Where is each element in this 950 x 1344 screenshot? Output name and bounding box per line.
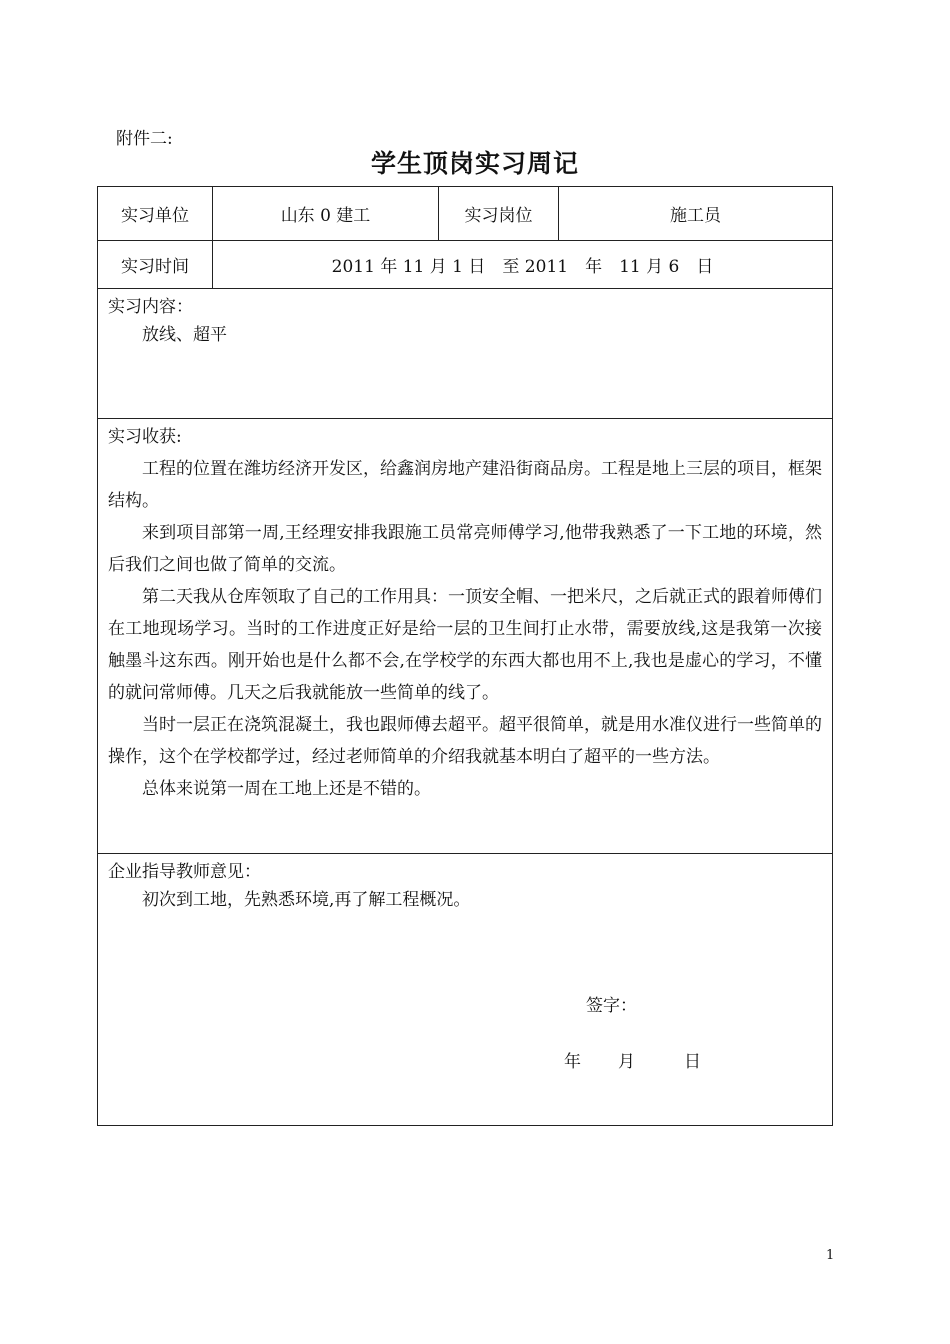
gain-label: 实习收获: <box>108 427 182 447</box>
gain-paragraph: 总体来说第一周在工地上还是不错的。 <box>142 779 431 799</box>
signature-label: 签字： <box>586 996 637 1016</box>
table-row <box>98 854 833 1126</box>
mentor-area <box>108 859 822 1099</box>
content-label: 实习内容： <box>108 297 193 317</box>
weekly-journal-table <box>97 186 833 1126</box>
content-cell <box>98 289 833 419</box>
post-value: 施工员 <box>559 187 833 241</box>
gain-paragraph: 工程的位置在潍坊经济开发区，给鑫润房地产建沿街商品房。工程是地上三层的项目，框架结构。 <box>108 459 822 511</box>
gain-cell <box>98 419 833 854</box>
gain-paragraph: 当时一层正在浇筑混凝土，我也跟师傅去超平。超平很简单，就是用水准仪进行一些简单的操作，这个在学校都学过，经过老师简单的介绍我就基本明白了超平的一些方法。 <box>108 715 822 767</box>
mentor-cell <box>98 854 833 1126</box>
mentor-label: 企业指导教师意见： <box>108 862 261 882</box>
page-number: 1 <box>826 1248 835 1263</box>
page-title: 学生顶岗实习周记 <box>370 149 579 178</box>
time-value: 2011 年 11 月 1 日 至 2011 年 11 月 6 日 <box>213 241 833 289</box>
date-year-label: 年 <box>564 1052 581 1072</box>
table-row <box>98 241 833 289</box>
date-day-label: 日 <box>684 1052 701 1072</box>
time-label: 实习时间 <box>98 241 213 289</box>
gain-paragraph: 第二天我从仓库领取了自己的工作用具：一顶安全帽、一把米尺，之后就正式的跟着师傅们在工地现场学习。当时的工作进度正好是给一层的卫生间打止水带，需要放线,这是我第一次接触墨斗这东西。刚开始也是什么都不会,在学校学的东西大都也用不上,我也是虚心的学习，不懂的就问常师傅。几天之后我就能放一些简单的线了。 <box>108 587 822 703</box>
gain-paragraph: 来到项目部第一周,王经理安排我跟施工员常亮师傅学习,他带我熟悉了一下工地的环境，然后我们之间也做了简单的交流。 <box>108 523 822 575</box>
post-label: 实习岗位 <box>439 187 559 241</box>
table-row <box>98 419 833 854</box>
date-month-label: 月 <box>618 1052 635 1072</box>
table-row <box>98 289 833 419</box>
unit-label: 实习单位 <box>98 187 213 241</box>
table-row <box>98 187 833 241</box>
unit-value: 山东 0 建工 <box>213 187 439 241</box>
attachment-label: 附件二: <box>116 129 173 149</box>
content-text: 放线、超平 <box>142 325 227 345</box>
mentor-text: 初次到工地，先熟悉环境,再了解工程概况。 <box>142 890 471 910</box>
